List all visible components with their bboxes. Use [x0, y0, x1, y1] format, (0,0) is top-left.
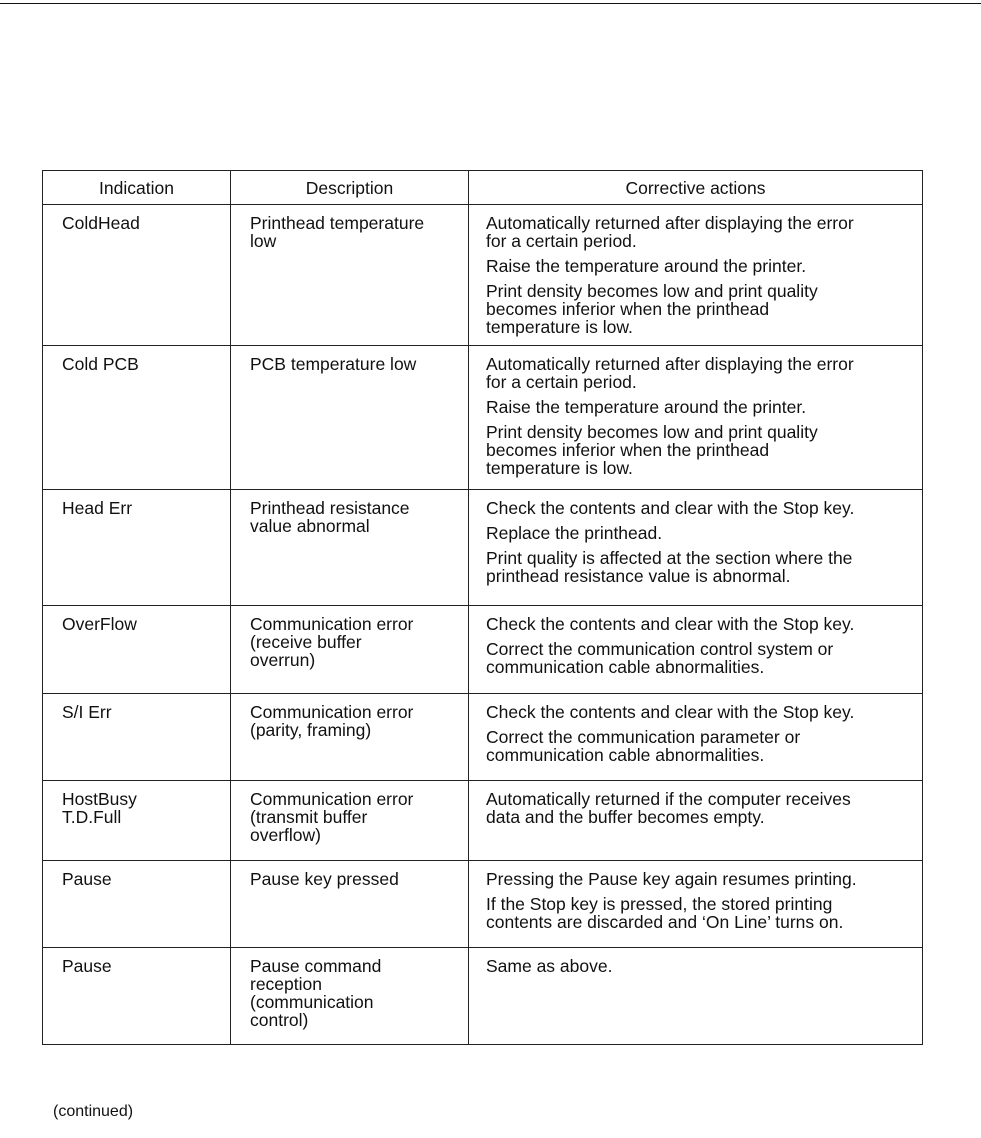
table-row [43, 346, 923, 490]
action-line: Raise the temperature around the printer. [486, 256, 807, 276]
action-paragraph [486, 257, 912, 275]
description-text: Printhead resistance [250, 498, 410, 518]
action-line: becomes inferior when the printhead [486, 440, 770, 460]
action-line: communication cable abnormalities. [486, 657, 765, 677]
action-line: Pressing the Pause key again resumes printing. [486, 869, 857, 889]
indication-cell [43, 861, 231, 948]
description-text: low [250, 231, 277, 251]
actions-cell [469, 861, 923, 948]
description-cell [231, 606, 469, 694]
action-paragraph [486, 870, 912, 888]
header-corrective-actions: Corrective actions [469, 171, 923, 205]
action-paragraph [486, 214, 912, 250]
actions-cell [469, 205, 923, 346]
action-line: for a certain period. [486, 372, 637, 392]
indication-cell [43, 948, 231, 1045]
description-text: Pause command [250, 956, 382, 976]
description-text: Communication error [250, 789, 414, 809]
indication-cell [43, 694, 231, 781]
indication-text: Pause [62, 869, 112, 889]
action-line: data and the buffer becomes empty. [486, 807, 765, 827]
action-line: printhead resistance value is abnormal. [486, 566, 791, 586]
action-line: Automatically returned after displaying the error [486, 213, 854, 233]
action-paragraph [486, 355, 912, 391]
action-paragraph [486, 282, 912, 336]
description-text: value abnormal [250, 516, 370, 536]
indication-text: ColdHead [62, 213, 140, 233]
description-cell [231, 205, 469, 346]
action-paragraph [486, 499, 912, 517]
action-paragraph [486, 423, 912, 477]
action-line: Same as above. [486, 956, 613, 976]
action-line: Print quality is affected at the section where the [486, 548, 853, 568]
description-text: overrun) [250, 650, 316, 670]
action-paragraph [486, 524, 912, 542]
table-row [43, 781, 923, 861]
description-text: overflow) [250, 825, 321, 845]
description-text: (parity, framing) [250, 720, 372, 740]
indication-text: Head Err [62, 498, 133, 518]
header-indication: Indication [43, 171, 231, 205]
action-line: Replace the printhead. [486, 523, 663, 543]
description-text: Communication error [250, 702, 414, 722]
description-text: (communication [250, 992, 374, 1012]
action-line: Raise the temperature around the printer. [486, 397, 807, 417]
action-line: Print density becomes low and print quality [486, 281, 818, 301]
action-paragraph [486, 640, 912, 676]
description-cell [231, 694, 469, 781]
indication-text: OverFlow [62, 614, 137, 634]
action-line: Correct the communication control system or [486, 639, 834, 659]
description-text: Printhead temperature [250, 213, 425, 233]
action-line: for a certain period. [486, 231, 637, 251]
action-line: communication cable abnormalities. [486, 745, 765, 765]
description-text: reception [250, 974, 322, 994]
action-paragraph [486, 957, 912, 975]
action-line: becomes inferior when the printhead [486, 299, 770, 319]
action-line: If the Stop key is pressed, the stored printing [486, 894, 833, 914]
description-text: PCB temperature low [250, 354, 417, 374]
indication-text: Cold PCB [62, 354, 139, 374]
table-row [43, 861, 923, 948]
indication-text: T.D.Full [62, 807, 122, 827]
table-row [43, 205, 923, 346]
indication-cell [43, 490, 231, 606]
action-line: Correct the communication parameter or [486, 727, 801, 747]
table-row [43, 694, 923, 781]
indication-cell [43, 781, 231, 861]
action-line: contents are discarded and ‘On Line’ turns on. [486, 912, 844, 932]
table-row [43, 948, 923, 1045]
description-cell [231, 490, 469, 606]
error-table [42, 170, 923, 1045]
actions-cell [469, 781, 923, 861]
description-cell [231, 781, 469, 861]
actions-cell [469, 346, 923, 490]
action-line: Check the contents and clear with the Stop key. [486, 498, 855, 518]
actions-cell [469, 948, 923, 1045]
table-row [43, 490, 923, 606]
indication-text: Pause [62, 956, 112, 976]
indication-cell [43, 606, 231, 694]
action-line: temperature is low. [486, 458, 633, 478]
action-line: Automatically returned after displaying the error [486, 354, 854, 374]
action-paragraph [486, 728, 912, 764]
description-text: Pause key pressed [250, 869, 399, 889]
table-row [43, 606, 923, 694]
actions-cell [469, 694, 923, 781]
action-paragraph [486, 790, 912, 826]
description-text: (transmit buffer [250, 807, 368, 827]
indication-cell [43, 346, 231, 490]
action-line: temperature is low. [486, 317, 633, 337]
action-paragraph [486, 549, 912, 585]
actions-cell [469, 606, 923, 694]
description-cell [231, 948, 469, 1045]
continued-note: (continued) [53, 1103, 134, 1120]
description-cell [231, 861, 469, 948]
description-text: (receive buffer [250, 632, 362, 652]
description-cell [231, 346, 469, 490]
action-paragraph [486, 703, 912, 721]
action-paragraph [486, 398, 912, 416]
action-line: Automatically returned if the computer receives [486, 789, 851, 809]
actions-cell [469, 490, 923, 606]
action-paragraph [486, 615, 912, 633]
description-text: Communication error [250, 614, 414, 634]
header-row [43, 171, 923, 205]
action-line: Print density becomes low and print quality [486, 422, 818, 442]
top-rule [0, 3, 981, 4]
indication-text: S/I Err [62, 702, 112, 722]
action-paragraph [486, 895, 912, 931]
action-line: Check the contents and clear with the Stop key. [486, 614, 855, 634]
action-line: Check the contents and clear with the Stop key. [486, 702, 855, 722]
indication-cell [43, 205, 231, 346]
description-text: control) [250, 1010, 309, 1030]
header-description: Description [231, 171, 469, 205]
indication-text: HostBusy [62, 789, 137, 809]
